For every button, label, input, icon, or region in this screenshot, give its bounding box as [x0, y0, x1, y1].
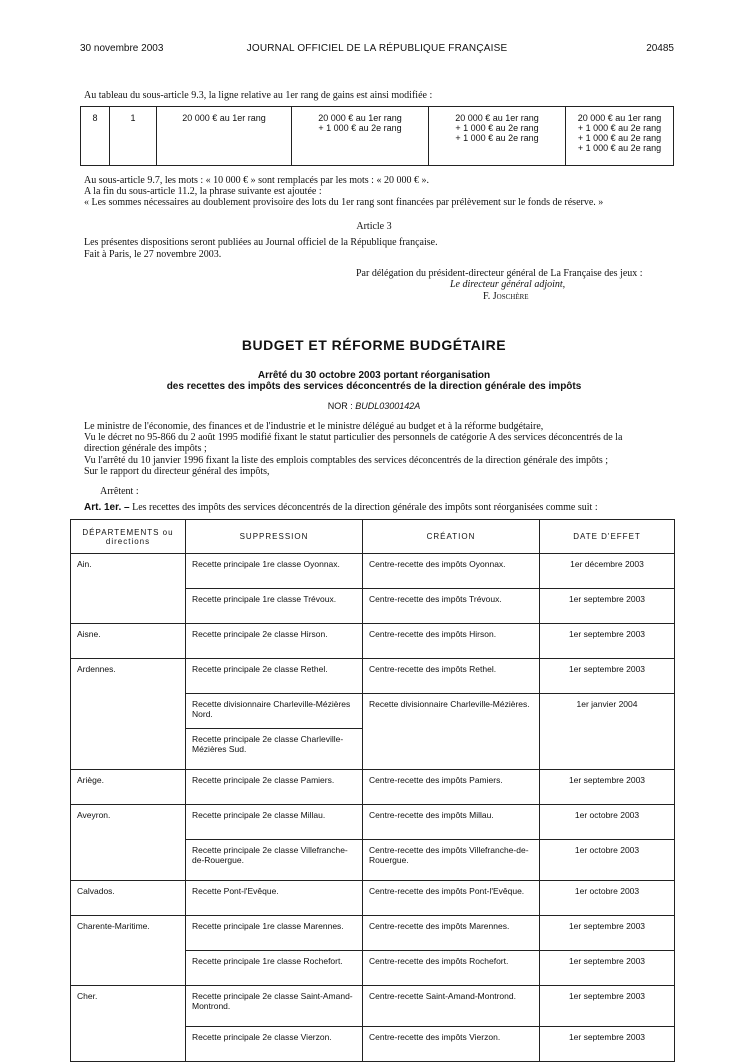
cell-date: 1er septembre 2003 — [540, 1027, 675, 1062]
table-row — [71, 589, 675, 624]
paragraph-2: A la fin du sous-article 11.2, la phrase suivante est ajoutée : — [84, 186, 322, 197]
cell-suppression: Recette principale 1re classe Rochefort. — [186, 951, 363, 986]
cell-date: 1er septembre 2003 — [540, 659, 675, 694]
prize-cell: 20 000 € au 1er rang + 1 000 € au 2e rang + 1 000 € au 2e rang + 1 000 € au 2e rang — [566, 107, 674, 166]
cell-creation: Centre-recette des impôts Rethel. — [363, 659, 540, 694]
column-header-suppression: SUPPRESSION — [186, 520, 363, 554]
cell-departement: Calvados. — [71, 881, 186, 916]
cell-date: 1er octobre 2003 — [540, 881, 675, 916]
table-row — [71, 554, 675, 589]
table-row — [71, 770, 675, 805]
prize-cell: 20 000 € au 1er rang + 1 000 € au 2e rang + 1 000 € au 2e rang — [429, 107, 566, 166]
cell-departement — [71, 1027, 186, 1062]
cell-date: 1er septembre 2003 — [540, 986, 675, 1027]
cell-suppression: Recette principale 2e classe Hirson. — [186, 624, 363, 659]
cell-creation: Centre-recette des impôts Rochefort. — [363, 951, 540, 986]
cell-creation: Centre-recette des impôts Marennes. — [363, 916, 540, 951]
header-date: 30 novembre 2003 — [80, 43, 164, 54]
cell-date: 1er septembre 2003 — [540, 770, 675, 805]
prize-cell: 20 000 € au 1er rang + 1 000 € au 2e rang — [292, 107, 429, 166]
cell-date: 1er septembre 2003 — [540, 624, 675, 659]
cell-departement: Cher. — [71, 986, 186, 1027]
table-row — [71, 951, 675, 986]
table-row — [71, 694, 675, 729]
table-row — [71, 986, 675, 1027]
arrete-line-4: Vu l'arrêté du 10 janvier 1996 fixant la liste des emplois comptables des services déconcentrés de la direction générale des impôts ; — [84, 455, 609, 466]
cell-creation — [363, 729, 540, 770]
arrete-title-line-1: Arrêté du 30 octobre 2003 portant réorganisation — [257, 370, 491, 381]
table-body — [71, 554, 675, 1062]
cell-date: 1er octobre 2003 — [540, 840, 675, 881]
cell-suppression: Recette principale 2e classe Millau. — [186, 805, 363, 840]
table-row — [71, 1027, 675, 1062]
cell-suppression: Recette principale 1re classe Marennes. — [186, 916, 363, 951]
table-row — [71, 624, 675, 659]
cell-suppression: Recette principale 2e classe Charleville-Mézières Sud. — [186, 729, 363, 770]
reorganisation-table — [70, 519, 675, 1062]
cell-suppression: Recette principale 1re classe Oyonnax. — [186, 554, 363, 589]
cell-date: 1er janvier 2004 — [540, 694, 675, 729]
paragraph-5: Fait à Paris, le 27 novembre 2003. — [84, 249, 222, 260]
arrete-title-line-2: des recettes des impôts des services déconcentrés de la direction générale des impôts — [166, 381, 582, 392]
cell-date: 1er décembre 2003 — [540, 554, 675, 589]
cell-departement — [71, 729, 186, 770]
article-1-line — [84, 502, 598, 514]
arrete-line-6: Arrêtent : — [100, 486, 139, 497]
table-row — [71, 659, 675, 694]
cell-creation: Centre-recette des impôts Villefranche-de-Rouergue. — [363, 840, 540, 881]
cell-departement — [71, 951, 186, 986]
prize-cell: 8 — [81, 107, 110, 166]
cell-departement: Aisne. — [71, 624, 186, 659]
table-header-row — [71, 520, 675, 554]
cell-creation: Centre-recette des impôts Oyonnax. — [363, 554, 540, 589]
table-row — [71, 729, 675, 770]
nor-value: BUDL0300142A — [355, 401, 421, 411]
arrete-line-5: Sur le rapport du directeur général des impôts, — [84, 466, 270, 477]
table-row — [71, 840, 675, 881]
cell-creation: Centre-recette des impôts Hirson. — [363, 624, 540, 659]
intro-line: Au tableau du sous-article 9.3, la ligne relative au 1er rang de gains est ainsi modifiée : — [84, 90, 433, 101]
prize-table-row — [81, 107, 674, 166]
cell-date: 1er septembre 2003 — [540, 916, 675, 951]
prize-table — [80, 106, 674, 166]
cell-suppression: Recette principale 2e classe Vierzon. — [186, 1027, 363, 1062]
cell-suppression: Recette divisionnaire Charleville-Mézières Nord. — [186, 694, 363, 729]
cell-creation: Recette divisionnaire Charleville-Mézières. — [363, 694, 540, 729]
header-page-number: 20485 — [646, 43, 674, 54]
table-row — [71, 916, 675, 951]
cell-suppression: Recette Pont-l'Evêque. — [186, 881, 363, 916]
cell-date: 1er septembre 2003 — [540, 589, 675, 624]
cell-creation: Centre-recette des impôts Vierzon. — [363, 1027, 540, 1062]
paragraph-1: Au sous-article 9.7, les mots : « 10 000 € » sont remplacés par les mots : « 20 000 € ». — [84, 175, 429, 186]
cell-suppression: Recette principale 2e classe Rethel. — [186, 659, 363, 694]
cell-creation: Centre-recette des impôts Trévoux. — [363, 589, 540, 624]
arrete-line-2: Vu le décret no 95-866 du 2 août 1995 modifié fixant le statut particulier des personnels de catégorie A des services déconcentrés de la — [84, 432, 623, 443]
cell-suppression: Recette principale 1re classe Trévoux. — [186, 589, 363, 624]
table-row — [71, 881, 675, 916]
cell-creation: Centre-recette des impôts Pont-l'Evêque. — [363, 881, 540, 916]
cell-date: 1er octobre 2003 — [540, 805, 675, 840]
cell-departement — [71, 694, 186, 729]
signature-name: F. Joschère — [483, 291, 529, 302]
column-header-creation: CRÉATION — [363, 520, 540, 554]
column-header-date: DATE D'EFFET — [540, 520, 675, 554]
arrete-line-3: direction générale des impôts ; — [84, 443, 207, 454]
article-1-text: Les recettes des impôts des services déconcentrés de la direction générale des impôts sont réorganisées comme suit : — [132, 502, 598, 513]
prize-cell: 1 — [110, 107, 157, 166]
cell-suppression: Recette principale 2e classe Saint-Amand-Montrond. — [186, 986, 363, 1027]
cell-creation: Centre-recette Saint-Amand-Montrond. — [363, 986, 540, 1027]
header-journal-title: JOURNAL OFFICIEL DE LA RÉPUBLIQUE FRANÇAISE — [246, 43, 508, 54]
column-header-departements: DÉPARTEMENTS ou directions — [71, 520, 186, 554]
prize-cell: 20 000 € au 1er rang — [157, 107, 292, 166]
cell-departement: Ardennes. — [71, 659, 186, 694]
table-row — [71, 805, 675, 840]
article-3-heading: Article 3 — [356, 221, 392, 232]
nor-reference — [0, 401, 748, 411]
signature-line-2: Le directeur général adjoint, — [450, 279, 566, 290]
cell-departement: Aveyron. — [71, 805, 186, 840]
section-title: BUDGET ET RÉFORME BUDGÉTAIRE — [241, 337, 507, 353]
cell-departement: Charente-Maritime. — [71, 916, 186, 951]
arrete-line-1: Le ministre de l'économie, des finances et de l'industrie et le ministre délégué au budget et à la réforme budgétaire, — [84, 421, 544, 432]
cell-departement — [71, 589, 186, 624]
signature-line-1: Par délégation du président-directeur général de La Française des jeux : — [356, 268, 643, 279]
cell-creation: Centre-recette des impôts Pamiers. — [363, 770, 540, 805]
article-1-label: Art. 1er. – — [84, 502, 130, 513]
cell-departement: Ain. — [71, 554, 186, 589]
cell-suppression: Recette principale 2e classe Villefranche-de-Rouergue. — [186, 840, 363, 881]
cell-date — [540, 729, 675, 770]
cell-departement: Ariège. — [71, 770, 186, 805]
cell-creation: Centre-recette des impôts Millau. — [363, 805, 540, 840]
nor-label: NOR : — [327, 401, 353, 411]
cell-date: 1er septembre 2003 — [540, 951, 675, 986]
cell-departement — [71, 840, 186, 881]
paragraph-4: Les présentes dispositions seront publiées au Journal officiel de la République française. — [84, 237, 438, 248]
paragraph-3: « Les sommes nécessaires au doublement provisoire des lots du 1er rang sont financées par prélèvement sur le fonds de réserve. » — [84, 197, 604, 208]
cell-suppression: Recette principale 2e classe Pamiers. — [186, 770, 363, 805]
